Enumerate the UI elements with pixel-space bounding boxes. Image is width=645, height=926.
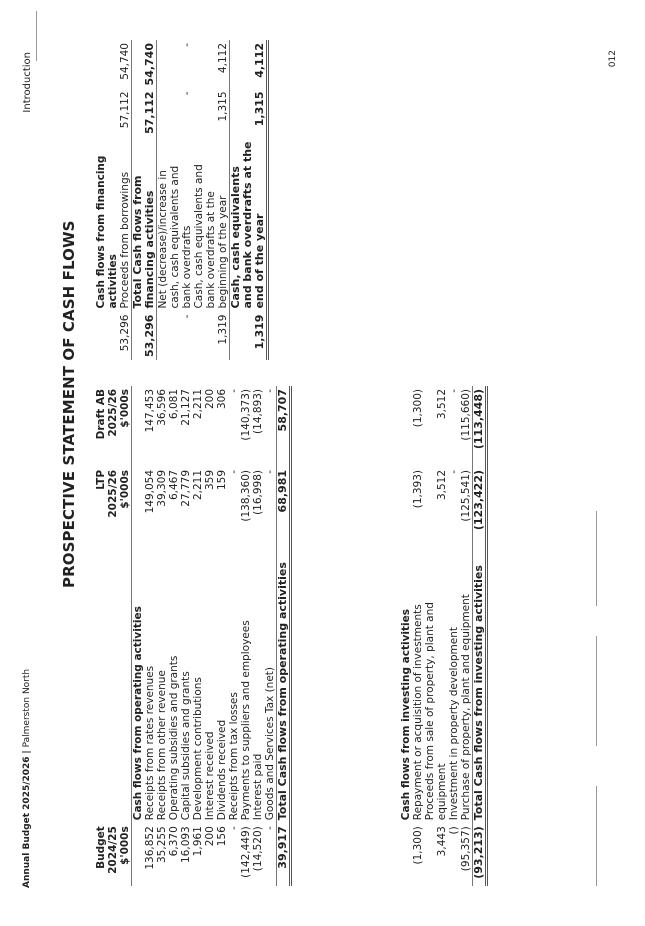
financing-total-ltp: 57,112 [132, 88, 157, 138]
column-header-row-2 [107, 386, 119, 886]
table-row [168, 386, 180, 886]
table-row [460, 386, 473, 886]
table-row [448, 386, 460, 886]
table-row [240, 386, 252, 886]
cell-label: Receipts from tax losses [228, 692, 240, 821]
net-change-draft: - [181, 43, 193, 47]
cell-ltp: (1,393) [412, 469, 424, 509]
cell-ltp: (16,998) [252, 469, 264, 515]
investing-heading-row [400, 386, 412, 886]
cell-ltp: - [448, 469, 460, 474]
cell-budget: 200 [204, 826, 216, 847]
closing-cash-ltp: 1,315 [230, 88, 268, 138]
col-budget-h3: $'000s [119, 823, 132, 886]
investing-heading: Cash flows from investing activities [400, 609, 412, 821]
operating-total-label: Total Cash flows from operating activities [277, 548, 291, 823]
table-row [264, 386, 277, 886]
header-separator: | [22, 750, 32, 754]
statement-title: PROSPECTIVE STATEMENT OF CASH FLOWS [60, 220, 78, 588]
cell-draft: (115,660) [460, 386, 473, 467]
cell-label: Goods and Services Tax (net) [264, 548, 277, 823]
investing-total-ltp: (123,422) [473, 467, 487, 548]
cell-ltp: 3,512 [436, 469, 448, 501]
cell-label: Development contributions [192, 677, 204, 821]
cell-budget: 6,370 [168, 826, 180, 857]
cell-label: Payments to suppliers and employees [240, 620, 252, 821]
cell-ltp: 6,467 [168, 469, 180, 501]
operating-total-row [277, 386, 291, 886]
cell-label: Receipts from other revenue [156, 670, 168, 821]
table-row [180, 386, 192, 886]
operating-total-budget: 39,917 [277, 823, 291, 886]
closing-cash-label: Cash, cash equivalents and bank overdrafts at the end of the year [230, 138, 268, 311]
cell-draft: (14,893) [252, 389, 264, 434]
cell-budget: 16,093 [180, 826, 192, 863]
financing-total-row [132, 40, 157, 360]
col-ltp-h3: $'000s [119, 467, 132, 548]
col-budget-h2: 2024/25 [107, 826, 119, 874]
cell-budget: 3,443 [436, 826, 448, 857]
cell-draft: 147,453 [144, 389, 156, 433]
cell-label: Dividends received [216, 719, 228, 821]
net-change-row [157, 40, 194, 360]
opening-cash-label: Cash, cash equivalents and bank overdrafts at the beginning of the year [193, 138, 230, 311]
investing-total-draft: (113,448) [473, 386, 487, 467]
cell-label: Operating subsidies and grants [168, 655, 180, 821]
net-change-label: Net (decrease)/increase in cash, cash equivalents and bank overdrafts [157, 165, 193, 309]
cell-draft: - [264, 386, 277, 467]
cell-budget: () [448, 826, 460, 835]
cell-ltp: 159 [216, 469, 228, 491]
financing-total-budget: 53,296 [132, 312, 157, 360]
cell-label: Investment in property development [448, 626, 460, 821]
cell-label: Repayment or acquisition of investments [412, 604, 424, 821]
opening-cash-ltp: 1,315 [193, 88, 230, 138]
table-row [412, 386, 424, 886]
cell-budget: - [264, 823, 277, 886]
cell-label: Interest paid [252, 753, 264, 821]
cell-ltp: 359 [204, 469, 216, 491]
col-ltp-h1: LTP [95, 469, 107, 490]
cell-budget: (1,300) [412, 826, 424, 865]
cell-label: Purchase of property, plant and equipment [460, 548, 473, 823]
financing-total-draft: 54,740 [132, 40, 157, 88]
opening-cash-budget: 1,319 [193, 312, 230, 360]
opening-cash-draft: 4,112 [193, 40, 230, 88]
closing-cash-draft: 4,112 [230, 40, 268, 88]
table-row [192, 386, 204, 886]
cell-ltp: 39,309 [156, 469, 168, 507]
opening-cash-row [193, 40, 230, 360]
column-header-row-1 [95, 386, 107, 886]
operating-heading: Cash flows from operating activities [132, 606, 144, 821]
table-row [228, 386, 240, 886]
table-row [424, 386, 448, 886]
table-row [204, 386, 216, 886]
cell-draft: 3,512 [436, 389, 448, 420]
cell-budget: (142,449) [240, 826, 252, 878]
cell-draft: 6,081 [168, 389, 180, 420]
cell-draft: (1,300) [412, 389, 424, 428]
table-row [252, 386, 264, 886]
operating-table [95, 386, 292, 886]
cell-label: Proceeds from borrowings [119, 138, 132, 311]
col-ltp-h2: 2025/26 [107, 469, 119, 518]
investing-total-budget: (93,213) [473, 823, 487, 886]
doc-title: Annual Budget 2025/2026 [22, 756, 32, 888]
investing-table [400, 386, 488, 886]
cell-ltp: - [264, 467, 277, 548]
operating-total-ltp: 68,981 [277, 467, 291, 548]
cell-draft: 2,211 [192, 389, 204, 420]
cell-draft: - [448, 389, 460, 393]
cell-budget: 53,296 [119, 312, 132, 360]
closing-cash-row [230, 40, 268, 360]
investing-total-row [473, 386, 487, 886]
cell-draft: 21,127 [180, 389, 192, 426]
table-row [119, 40, 132, 360]
cell-draft: - [228, 389, 240, 393]
cell-budget: 1,961 [192, 826, 204, 857]
table-row [144, 386, 156, 886]
cell-ltp: (138,360) [240, 469, 252, 522]
cell-budget: - [228, 826, 240, 831]
financing-table [95, 40, 269, 360]
col-draft-h1: Draft AB [95, 389, 107, 440]
col-draft-h3: $'000s [119, 386, 132, 467]
cell-budget: (14,520) [252, 826, 264, 872]
cell-draft: (140,373) [240, 389, 252, 441]
closing-cash-budget: 1,319 [230, 312, 268, 360]
cell-label: Interest received [204, 731, 216, 821]
operating-heading-row [132, 386, 145, 886]
operating-total-draft: 58,707 [277, 386, 291, 467]
cell-budget: 35,255 [156, 826, 168, 863]
cell-label: Proceeds from sale of property, plant and equipment [424, 602, 448, 821]
footer-rule [596, 786, 597, 886]
column-header-row-3 [119, 386, 132, 886]
section-label: Introduction [22, 52, 33, 113]
cell-draft: 306 [216, 389, 228, 410]
cell-ltp: - [228, 469, 240, 474]
col-budget-h1: Budget [95, 826, 107, 869]
page-header-left [22, 669, 32, 888]
net-change-ltp: - [181, 91, 193, 96]
cell-ltp: (125,541) [460, 467, 473, 548]
financing-heading-row [95, 40, 119, 360]
net-change-budget: - [181, 314, 193, 319]
cell-budget: (95,357) [460, 823, 473, 886]
table-row [156, 386, 168, 886]
cell-label: Capital subsidies and grants [180, 671, 192, 821]
cell-draft: 54,740 [119, 40, 132, 88]
investing-total-label: Total Cash flows from investing activities [473, 548, 487, 823]
table-row [216, 386, 228, 886]
cell-ltp: 27,779 [180, 469, 192, 507]
footer-rule [596, 636, 597, 746]
cell-ltp: 2,211 [192, 469, 204, 501]
cell-ltp: 57,112 [119, 88, 132, 138]
cell-ltp: 149,054 [144, 469, 156, 514]
cell-budget: 136,852 [144, 826, 156, 870]
header-rule [36, 11, 37, 61]
cell-draft: 36,596 [156, 389, 168, 426]
org-name: Palmerston North [22, 668, 32, 748]
col-draft-h2: 2025/26 [107, 389, 119, 437]
financing-heading: Cash flows from financing activities [95, 155, 119, 309]
cell-label: Receipts from rates revenues [144, 665, 156, 821]
footer-rule [596, 511, 597, 606]
cell-budget: 156 [216, 826, 228, 847]
cell-draft: 200 [204, 389, 216, 410]
page-number: 012 [608, 50, 618, 68]
financing-total-label: Total Cash flows from financing activities [132, 138, 157, 311]
